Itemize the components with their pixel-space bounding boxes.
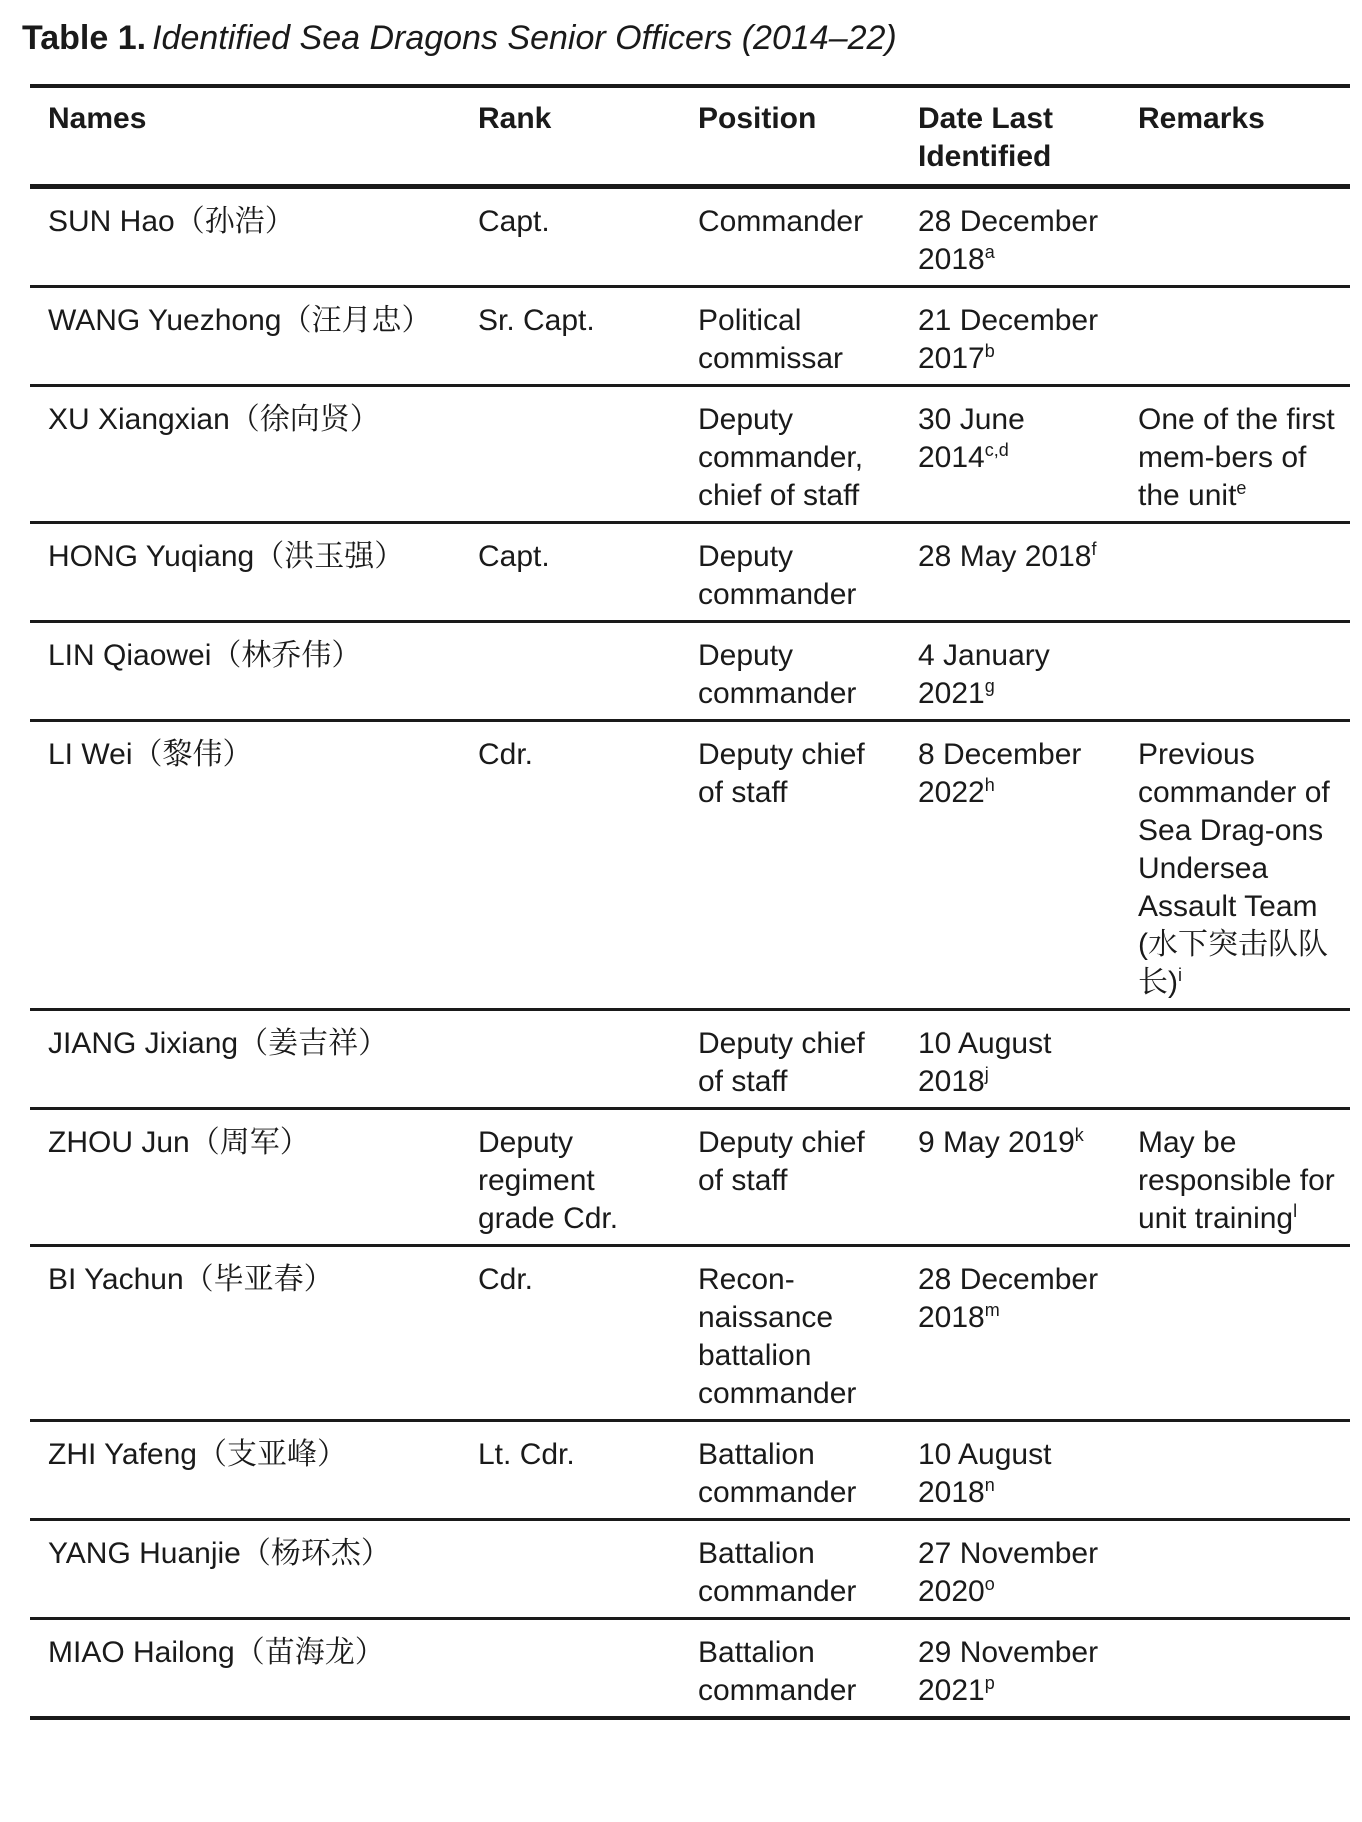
- date-footnote-marker: j: [984, 1064, 989, 1084]
- cell-name: [30, 386, 460, 523]
- officer-rank: Capt.: [478, 205, 550, 238]
- table-row: [30, 523, 1350, 622]
- officer-name-chinese: （毕亚春）: [183, 1262, 334, 1297]
- cell-name: [30, 287, 460, 386]
- officer-name: BI Yachun: [48, 1263, 184, 1296]
- officer-position: Commander: [698, 205, 864, 238]
- cell-remarks: [1120, 187, 1350, 287]
- cell-remarks: [1120, 1520, 1350, 1619]
- officer-name: MIAO Hailong: [48, 1636, 235, 1669]
- remarks-footnote-marker: l: [1293, 1201, 1298, 1221]
- table-row: [30, 386, 1350, 523]
- table-row: [30, 721, 1350, 1010]
- table-body: [30, 187, 1350, 1719]
- date-value: 9 May 2019: [918, 1126, 1075, 1159]
- officer-position: Deputy chief of staff: [698, 1126, 865, 1197]
- officer-name: YANG Huanjie: [48, 1537, 241, 1570]
- table-row: [30, 1109, 1350, 1246]
- date-footnote-marker: k: [1074, 1125, 1084, 1145]
- header-names: Names: [48, 102, 147, 135]
- cell-position: [680, 523, 900, 622]
- officer-rank: Cdr.: [478, 1263, 534, 1296]
- remarks-text: One of the first mem-bers of the unit: [1138, 403, 1335, 512]
- officer-rank: Lt. Cdr.: [478, 1438, 575, 1471]
- officer-position: Recon-naissance battalion commander: [698, 1263, 857, 1410]
- cell-rank: [460, 1246, 680, 1421]
- cell-remarks: [1120, 721, 1350, 1010]
- cell-name: [30, 523, 460, 622]
- cell-name: [30, 1246, 460, 1421]
- officer-rank: Capt.: [478, 540, 550, 573]
- officer-rank: Sr. Capt.: [478, 304, 595, 337]
- remarks-text: Previous commander of Sea Drag-ons Undersea Assault Team (水下突击队队长): [1138, 738, 1330, 999]
- header-remarks: Remarks: [1138, 102, 1265, 135]
- header-date-line2: Identified: [918, 140, 1052, 173]
- cell-remarks: [1120, 1246, 1350, 1421]
- date-value: 4 January 2021: [918, 639, 1050, 710]
- date-footnote-marker: b: [984, 341, 995, 361]
- cell-name: [30, 1109, 460, 1246]
- cell-position: [680, 622, 900, 721]
- date-value: 28 May 2018: [918, 540, 1092, 573]
- date-value: 21 December 2017: [918, 304, 1099, 375]
- officer-name-chinese: （姜吉祥）: [238, 1026, 389, 1061]
- cell-date-last-identified: [900, 1520, 1120, 1619]
- officer-rank: Deputy regiment grade Cdr.: [478, 1126, 619, 1235]
- table-row: [30, 622, 1350, 721]
- table-row: [30, 187, 1350, 287]
- officer-name: HONG Yuqiang: [48, 540, 255, 573]
- date-footnote-marker: f: [1091, 539, 1097, 559]
- officer-name: ZHI Yafeng: [48, 1438, 197, 1471]
- officer-position: Battalion commander: [698, 1636, 857, 1707]
- table-row: [30, 1010, 1350, 1109]
- date-value: 10 August 2018: [918, 1438, 1052, 1509]
- cell-date-last-identified: [900, 622, 1120, 721]
- officer-name: SUN Hao: [48, 205, 175, 238]
- cell-position: [680, 1109, 900, 1246]
- officer-position: Deputy commander: [698, 540, 857, 611]
- officer-rank: Cdr.: [478, 738, 534, 771]
- cell-position: [680, 1246, 900, 1421]
- cell-remarks: [1120, 622, 1350, 721]
- date-footnote-marker: c,d: [984, 440, 1009, 460]
- cell-name: [30, 1520, 460, 1619]
- cell-rank: [460, 1619, 680, 1719]
- officer-name: WANG Yuezhong: [48, 304, 282, 337]
- officer-name-chinese: （支亚峰）: [196, 1437, 347, 1472]
- officer-name-chinese: （杨环杰）: [240, 1536, 391, 1571]
- cell-rank: [460, 721, 680, 1010]
- table-row: [30, 287, 1350, 386]
- cell-remarks: [1120, 1109, 1350, 1246]
- date-value: 28 December 2018: [918, 1263, 1099, 1334]
- cell-position: [680, 1010, 900, 1109]
- cell-name: [30, 721, 460, 1010]
- officer-position: Deputy commander: [698, 639, 857, 710]
- header-rank: Rank: [478, 102, 552, 135]
- table-row: [30, 1520, 1350, 1619]
- cell-rank: [460, 1109, 680, 1246]
- cell-date-last-identified: [900, 287, 1120, 386]
- cell-date-last-identified: [900, 1421, 1120, 1520]
- cell-rank: [460, 1520, 680, 1619]
- date-value: 28 December 2018: [918, 205, 1099, 276]
- officer-name: LI Wei: [48, 738, 133, 771]
- officer-name-chinese: （洪玉强）: [254, 539, 405, 574]
- remarks-footnote-marker: e: [1236, 478, 1247, 498]
- cell-rank: [460, 386, 680, 523]
- cell-position: [680, 287, 900, 386]
- remarks-footnote-marker: i: [1178, 965, 1182, 985]
- officer-name-chinese: （汪月忠）: [281, 303, 432, 338]
- officer-name-chinese: （苗海龙）: [234, 1635, 385, 1670]
- cell-rank: [460, 523, 680, 622]
- date-footnote-marker: h: [984, 775, 995, 795]
- cell-date-last-identified: [900, 1619, 1120, 1719]
- date-value: 27 November 2020: [918, 1537, 1099, 1608]
- cell-date-last-identified: [900, 187, 1120, 287]
- cell-date-last-identified: [900, 1010, 1120, 1109]
- cell-name: [30, 622, 460, 721]
- cell-position: [680, 187, 900, 287]
- date-footnote-marker: m: [984, 1300, 1000, 1320]
- officer-position: Deputy commander, chief of staff: [698, 403, 864, 512]
- cell-rank: [460, 1010, 680, 1109]
- officer-position: Political commissar: [698, 304, 844, 375]
- cell-rank: [460, 187, 680, 287]
- cell-position: [680, 1619, 900, 1719]
- cell-date-last-identified: [900, 721, 1120, 1010]
- table-caption: [22, 16, 897, 60]
- officers-table: [30, 84, 1350, 1720]
- officer-name: XU Xiangxian: [48, 403, 230, 436]
- cell-date-last-identified: [900, 386, 1120, 523]
- cell-rank: [460, 1421, 680, 1520]
- table-row: [30, 1246, 1350, 1421]
- officer-name: LIN Qiaowei: [48, 639, 212, 672]
- cell-name: [30, 1619, 460, 1719]
- officer-position: Deputy chief of staff: [698, 1027, 865, 1098]
- table-row: [30, 1421, 1350, 1520]
- date-footnote-marker: a: [984, 242, 995, 262]
- cell-date-last-identified: [900, 523, 1120, 622]
- officer-name-chinese: （孙浩）: [174, 204, 295, 239]
- date-footnote-marker: n: [984, 1475, 995, 1495]
- date-value: 29 November 2021: [918, 1636, 1099, 1707]
- cell-remarks: [1120, 1010, 1350, 1109]
- cell-remarks: [1120, 1421, 1350, 1520]
- cell-remarks: [1120, 523, 1350, 622]
- header-position: Position: [698, 102, 817, 135]
- cell-position: [680, 1421, 900, 1520]
- date-footnote-marker: p: [984, 1673, 995, 1693]
- cell-rank: [460, 287, 680, 386]
- officer-name: JIANG Jixiang: [48, 1027, 239, 1060]
- remarks-text: May be responsible for unit training: [1138, 1126, 1335, 1235]
- officer-position: Battalion commander: [698, 1537, 857, 1608]
- table-caption-title: Identified Sea Dragons Senior Officers (2014–22): [152, 19, 897, 57]
- date-value: 10 August 2018: [918, 1027, 1052, 1098]
- cell-position: [680, 1520, 900, 1619]
- cell-name: [30, 1421, 460, 1520]
- cell-name: [30, 1010, 460, 1109]
- table-row: [30, 1619, 1350, 1719]
- officer-name-chinese: （徐向贤）: [229, 402, 380, 437]
- cell-name: [30, 187, 460, 287]
- header-date-line1: Date Last: [918, 102, 1054, 135]
- cell-remarks: [1120, 1619, 1350, 1719]
- date-footnote-marker: o: [984, 1574, 995, 1594]
- cell-date-last-identified: [900, 1246, 1120, 1421]
- officer-name-chinese: （周军）: [189, 1125, 310, 1160]
- officer-name-chinese: （林乔伟）: [211, 638, 362, 673]
- header-date-last-identified: [900, 86, 1120, 187]
- table-header-row: [30, 86, 1350, 187]
- date-footnote-marker: g: [984, 676, 995, 696]
- officer-name: ZHOU Jun: [48, 1126, 190, 1159]
- date-value: 8 December 2022: [918, 738, 1082, 809]
- date-value: 30 June 2014: [918, 403, 1025, 474]
- cell-rank: [460, 622, 680, 721]
- officer-position: Battalion commander: [698, 1438, 857, 1509]
- cell-position: [680, 721, 900, 1010]
- table-caption-label: Table 1.: [22, 19, 147, 57]
- officer-position: Deputy chief of staff: [698, 738, 865, 809]
- cell-date-last-identified: [900, 1109, 1120, 1246]
- cell-position: [680, 386, 900, 523]
- officer-name-chinese: （黎伟）: [132, 737, 253, 772]
- cell-remarks: [1120, 287, 1350, 386]
- cell-remarks: [1120, 386, 1350, 523]
